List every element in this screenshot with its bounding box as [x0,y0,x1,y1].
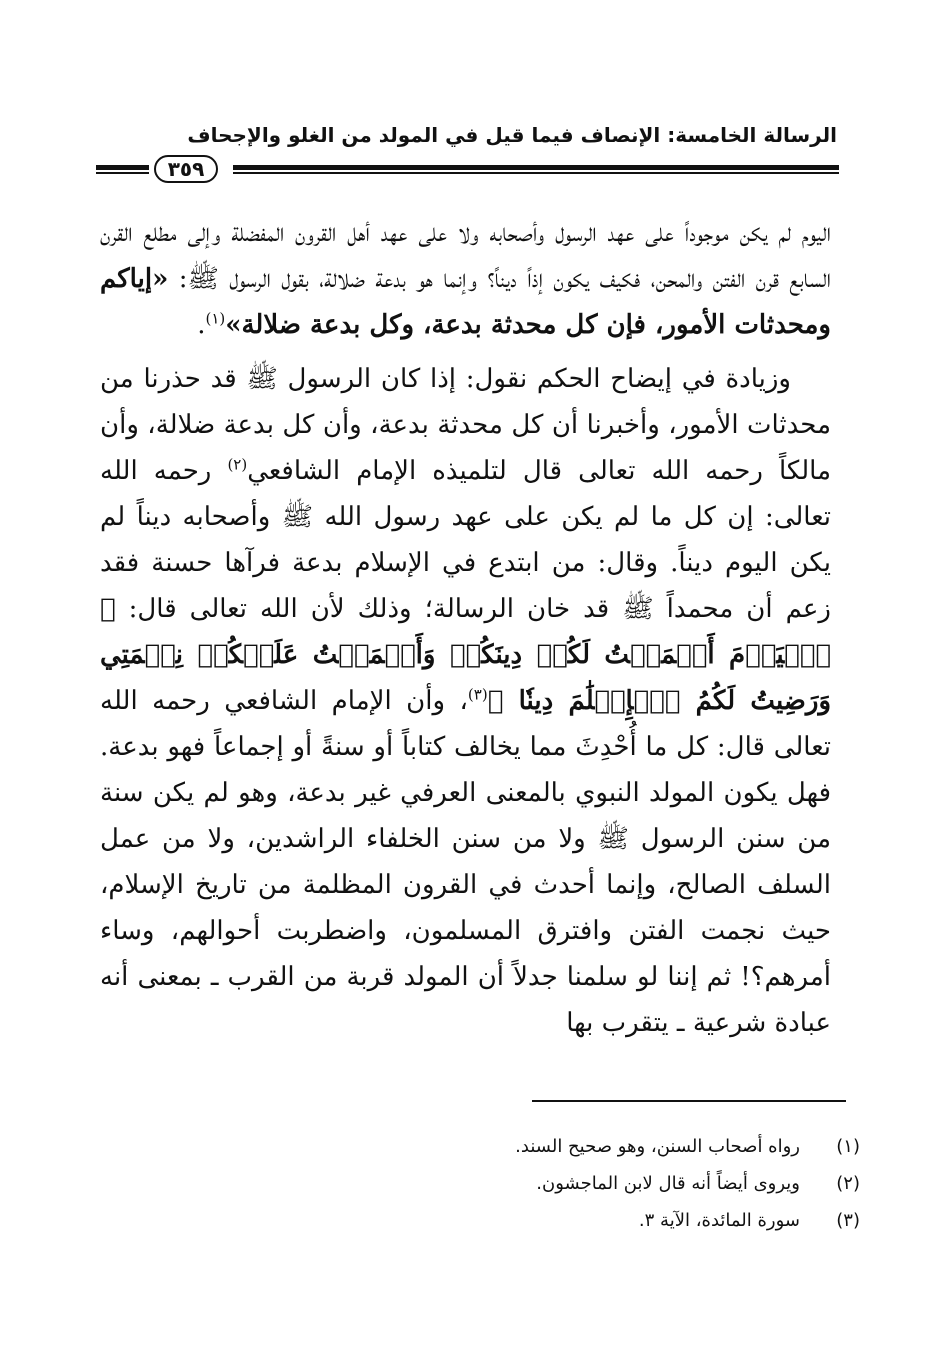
paragraph-2-text-b: رحمه الله تعالى: إن كل ما لم يكن على عهد رسول الله ﷺ وأصحابه ديناً لم يكن اليوم ديناً. وقال: من ابتدع في الإسلام بدعة فرآها حسنة فقد زعم أن محمداً ﷺ قد خان الرسالة؛ وذلك لأن الله تعالى قال: [100,456,831,624]
footnote-ref-1: (١) [205,309,226,328]
footnote-separator [532,1100,846,1102]
header-rule-left [96,165,149,175]
footnote-item [100,1128,860,1165]
paragraph-2-text-c: ، وأن الإمام الشافعي رحمه الله تعالى قال: كل ما أُحْدِثَ مما يخالف كتاباً أو سنةً أو إجماعاً فهو بدعة. فهل يكون المولد النبوي بالمعنى العرفي غير بدعة، وهو لم يكن سنة من سنن الرسول ﷺ ولا من سنن الخلفاء الراشدين، ولا من عمل السلف الصالح، وإنما أحدث في القرون المظلمة من تاريخ الإسلام، حيث نجمت الفتن وافترق المسلمون، واضطربت أحوالهم، وساء أمرهم؟! ثم إننا لو سلمنا جدلاً أن المولد قربة من القرب ـ بمعنى أنه عبادة شرعية ـ يتقرب بها [100,686,832,1038]
running-header: الرسالة الخامسة: الإنصاف فيما قيل في المولد من الغلو والإجحاف [187,123,837,147]
footnote-ref-3: (٣) [467,685,488,704]
header-rule-right [233,165,839,175]
paragraph-1-text: اليوم لم يكن موجوداً على عهد الرسول وأصحابه ولا على عهد أهل القرون المفضلة وإلى مطلع القرن السابع قرن الفتن والمحن، فكيف يكون إذاً ديناً؟ وإنما هو بدعة ضلالة، بقول الرسول ﷺ: [100,218,831,294]
paragraph-2 [100,356,831,1046]
footnote-number: (٣) [836,1210,860,1231]
footnote-number: (٢) [836,1173,860,1194]
paragraph-1 [100,210,831,348]
footnote-item [100,1202,860,1239]
footnote-text: رواه أصحاب السنن، وهو صحيح السند. [515,1136,800,1157]
page-number: ٣٥٩ [154,155,218,183]
paragraph-1-end: . [197,310,206,340]
quran-verse: ﴿ ٱلۡيَوۡمَ أَكۡمَلۡتُ لَكُمۡ دِينَكُمۡ وَأَتۡمَمۡتُ عَلَيۡكُمۡ نِعۡمَتِي وَرَضِيتُ لَكُمُ ٱلۡإِسۡلَٰمَ دِينٗا ﴾ [100,594,831,716]
footnote-text: ويروى أيضاً أنه قال لابن الماجشون. [536,1173,800,1194]
paragraph-2-text-a: وزيادة في إيضاح الحكم نقول: إذا كان الرسول ﷺ قد حذرنا من محدثات الأمور، وأخبرنا أن كل محدثة بدعة، وأن كل بدعة ضلالة، وأن مالكاً رحمه الله تعالى قال لتلميذه الإمام الشافعي [100,364,831,486]
footnote-text: سورة المائدة، الآية ٣. [638,1210,800,1231]
header-rule [96,155,839,185]
footnote-number: (١) [836,1136,860,1157]
body-text [100,210,831,1046]
footnote-ref-2: (٢) [227,455,248,474]
hadith-quote: «إياكم ومحدثات الأمور، فإن كل محدثة بدعة، وكل بدعة ضلالة» [100,264,831,340]
footnotes [100,1128,860,1239]
footnote-item [100,1165,860,1202]
